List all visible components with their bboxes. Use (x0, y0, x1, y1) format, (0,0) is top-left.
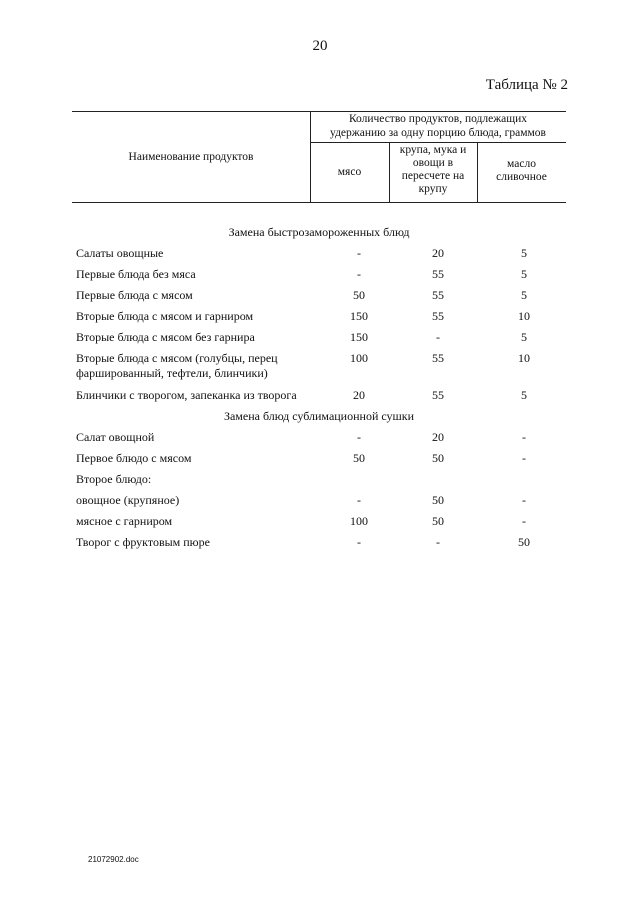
row-grain: 20 (432, 246, 444, 260)
row-grain: 20 (432, 430, 444, 444)
header-col-butter-l1: масло (507, 158, 536, 170)
header-name-col: Наименование продуктов (128, 151, 254, 163)
row-grain: 55 (432, 267, 444, 281)
row-butter: 5 (521, 246, 527, 260)
row-butter: 5 (521, 330, 527, 344)
row-meat: 20 (353, 388, 365, 402)
row-name: овощное (крупяное) (76, 493, 180, 507)
row-grain: 55 (432, 309, 444, 323)
row-name: мясное с гарниром (76, 514, 173, 528)
page-number: 20 (312, 38, 328, 54)
table-label: Таблица № 2 (485, 77, 568, 93)
row-name: Блинчики с творогом, запеканка из творога (76, 388, 297, 402)
file-name-footer: 21072902.doc (88, 855, 139, 864)
section-title-frozen: Замена быстрозамороженных блюд (228, 225, 410, 239)
header-top-rule (72, 111, 566, 112)
row-grain: 50 (432, 514, 444, 528)
row-meat: - (357, 267, 361, 281)
row-name: Второе блюдо: (76, 472, 152, 486)
row-meat: 100 (350, 514, 368, 528)
row-grain: 55 (432, 351, 444, 365)
row-name: Салат овощной (76, 430, 155, 444)
row-grain: 50 (432, 451, 444, 465)
row-butter: 10 (518, 351, 530, 365)
header-col-butter-l2: сливочное (496, 171, 547, 183)
row-butter: - (522, 451, 526, 465)
row-grain: 55 (432, 388, 444, 402)
row-grain: 50 (432, 493, 444, 507)
row-meat: 150 (350, 309, 368, 323)
row-grain: 55 (432, 288, 444, 302)
header-bottom-rule (72, 202, 566, 203)
row-butter: 10 (518, 309, 530, 323)
header-col-grain-l4: крупу (418, 183, 448, 195)
row-name: Первые блюда без мяса (76, 267, 196, 281)
row-meat: 150 (350, 330, 368, 344)
row-meat: - (357, 430, 361, 444)
header-group-line1: Количество продуктов, подлежащих (348, 113, 528, 125)
row-name: Первое блюдо с мясом (76, 451, 192, 465)
row-meat: - (357, 535, 361, 549)
row-name: Вторые блюда с мясом и гарниром (76, 309, 254, 323)
row-butter: 5 (521, 288, 527, 302)
header-col-grain-l3: пересчете на (401, 170, 465, 182)
row-meat: - (357, 493, 361, 507)
row-butter: - (522, 514, 526, 528)
header-mid-rule (310, 142, 566, 143)
row-name-line1: Вторые блюда с мясом (голубцы, перец (76, 351, 278, 365)
header-col-grain-l2: овощи в (412, 157, 454, 169)
row-meat: 50 (353, 451, 365, 465)
row-butter: 50 (518, 535, 530, 549)
row-name: Первые блюда с мясом (76, 288, 193, 302)
row-butter: - (522, 493, 526, 507)
row-butter: 5 (521, 267, 527, 281)
row-meat: 100 (350, 351, 368, 365)
row-name: Творог с фруктовым пюре (76, 535, 210, 549)
table-header (72, 111, 566, 203)
row-name: Вторые блюда с мясом без гарнира (76, 330, 255, 344)
section-title-freeze-dried: Замена блюд сублимационной сушки (223, 409, 415, 423)
row-meat: 50 (353, 288, 365, 302)
row-name: Салаты овощные (76, 246, 164, 260)
header-col-meat: мясо (337, 166, 362, 178)
header-col-grain-l1: крупа, мука и (399, 144, 467, 156)
row-meat: - (357, 246, 361, 260)
row-grain: - (436, 330, 440, 344)
header-group-line2: удержанию за одну порцию блюда, граммов (330, 127, 546, 139)
row-grain: - (436, 535, 440, 549)
row-butter: 5 (521, 388, 527, 402)
row-name-line2: фаршированный, тефтели, блинчики) (76, 366, 268, 380)
row-butter: - (522, 430, 526, 444)
